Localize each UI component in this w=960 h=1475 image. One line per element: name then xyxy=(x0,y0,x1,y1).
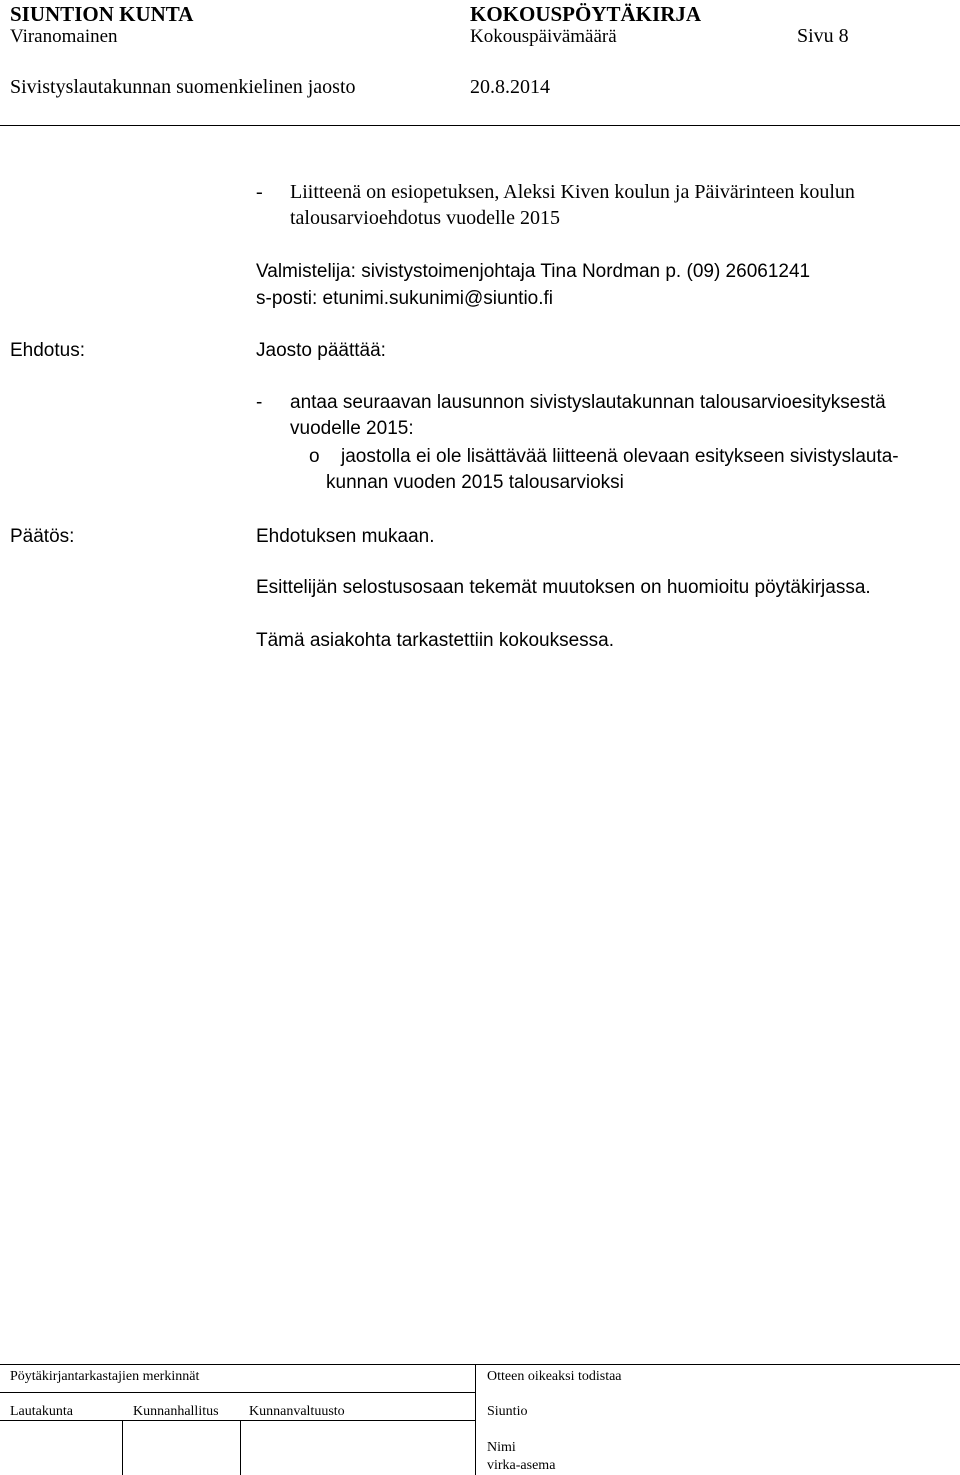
preparer-email-line: s-posti: etunimi.sukunimi@siuntio.fi xyxy=(256,288,554,309)
attachment-dash: - xyxy=(256,181,263,203)
certification-place: Siuntio xyxy=(487,1404,528,1419)
header-divider xyxy=(0,125,960,126)
attachment-line-2: talousarvioehdotus vuodelle 2015 xyxy=(290,207,560,229)
sub-item-line-1: jaostolla ei ole lisättävää liitteenä olevaan esitykseen sivistyslauta- xyxy=(341,446,899,467)
footer-title-divider xyxy=(0,1392,475,1393)
preparer-line-1: Valmistelija: sivistystoimenjohtaja Tina Nordman p. (09) 26061241 xyxy=(256,261,811,282)
footer-vertical-divider xyxy=(475,1364,476,1475)
proposal-line-1: antaa seuraavan lausunnon sivistyslautakunnan talousarvioesityksestä xyxy=(290,392,886,413)
column-lautakunta: Lautakunta xyxy=(10,1404,73,1419)
sub-item-line-2: kunnan vuoden 2015 talousarvioksi xyxy=(326,472,624,493)
proposal-label: Ehdotus: xyxy=(10,340,85,361)
sub-bullet: o xyxy=(309,446,320,467)
decision-text: Ehdotuksen mukaan. xyxy=(256,526,435,547)
footer-columns-divider xyxy=(0,1420,475,1421)
authority-name: Sivistyslautakunnan suomenkielinen jaosto xyxy=(10,76,356,98)
attachment-line-1: Liitteenä on esiopetuksen, Aleksi Kiven koulun ja Päivärinteen koulun xyxy=(290,181,855,203)
footer-signature-divider-1 xyxy=(122,1420,123,1475)
certifier-position-label: virka-asema xyxy=(487,1458,556,1473)
certifier-name-label: Nimi xyxy=(487,1440,516,1455)
date-label: Kokouspäivämäärä xyxy=(470,26,617,47)
meeting-date: 20.8.2014 xyxy=(470,76,550,98)
note-changes: Esittelijän selostusosaan tekemät muutoksen on huomioitu pöytäkirjassa. xyxy=(256,577,871,598)
proposal-intro: Jaosto päättää: xyxy=(256,340,386,361)
note-checked: Tämä asiakohta tarkastettiin kokouksessa. xyxy=(256,630,615,651)
document-type: KOKOUSPÖYTÄKIRJA xyxy=(470,2,702,26)
column-kunnanhallitus: Kunnanhallitus xyxy=(133,1404,219,1419)
footer-top-border xyxy=(0,1364,960,1365)
column-kunnanvaltuusto: Kunnanvaltuusto xyxy=(249,1404,345,1419)
proposal-line-2: vuodelle 2015: xyxy=(290,418,414,439)
authority-label: Viranomainen xyxy=(10,26,118,47)
proposal-dash: - xyxy=(256,392,263,413)
decision-label: Päätös: xyxy=(10,526,75,547)
footer-signature-divider-2 xyxy=(240,1420,241,1475)
page-number: Sivu 8 xyxy=(797,25,849,47)
checkers-title: Pöytäkirjantarkastajien merkinnät xyxy=(10,1369,200,1384)
certified-title: Otteen oikeaksi todistaa xyxy=(487,1369,622,1384)
organization-name: SIUNTION KUNTA xyxy=(10,2,194,26)
